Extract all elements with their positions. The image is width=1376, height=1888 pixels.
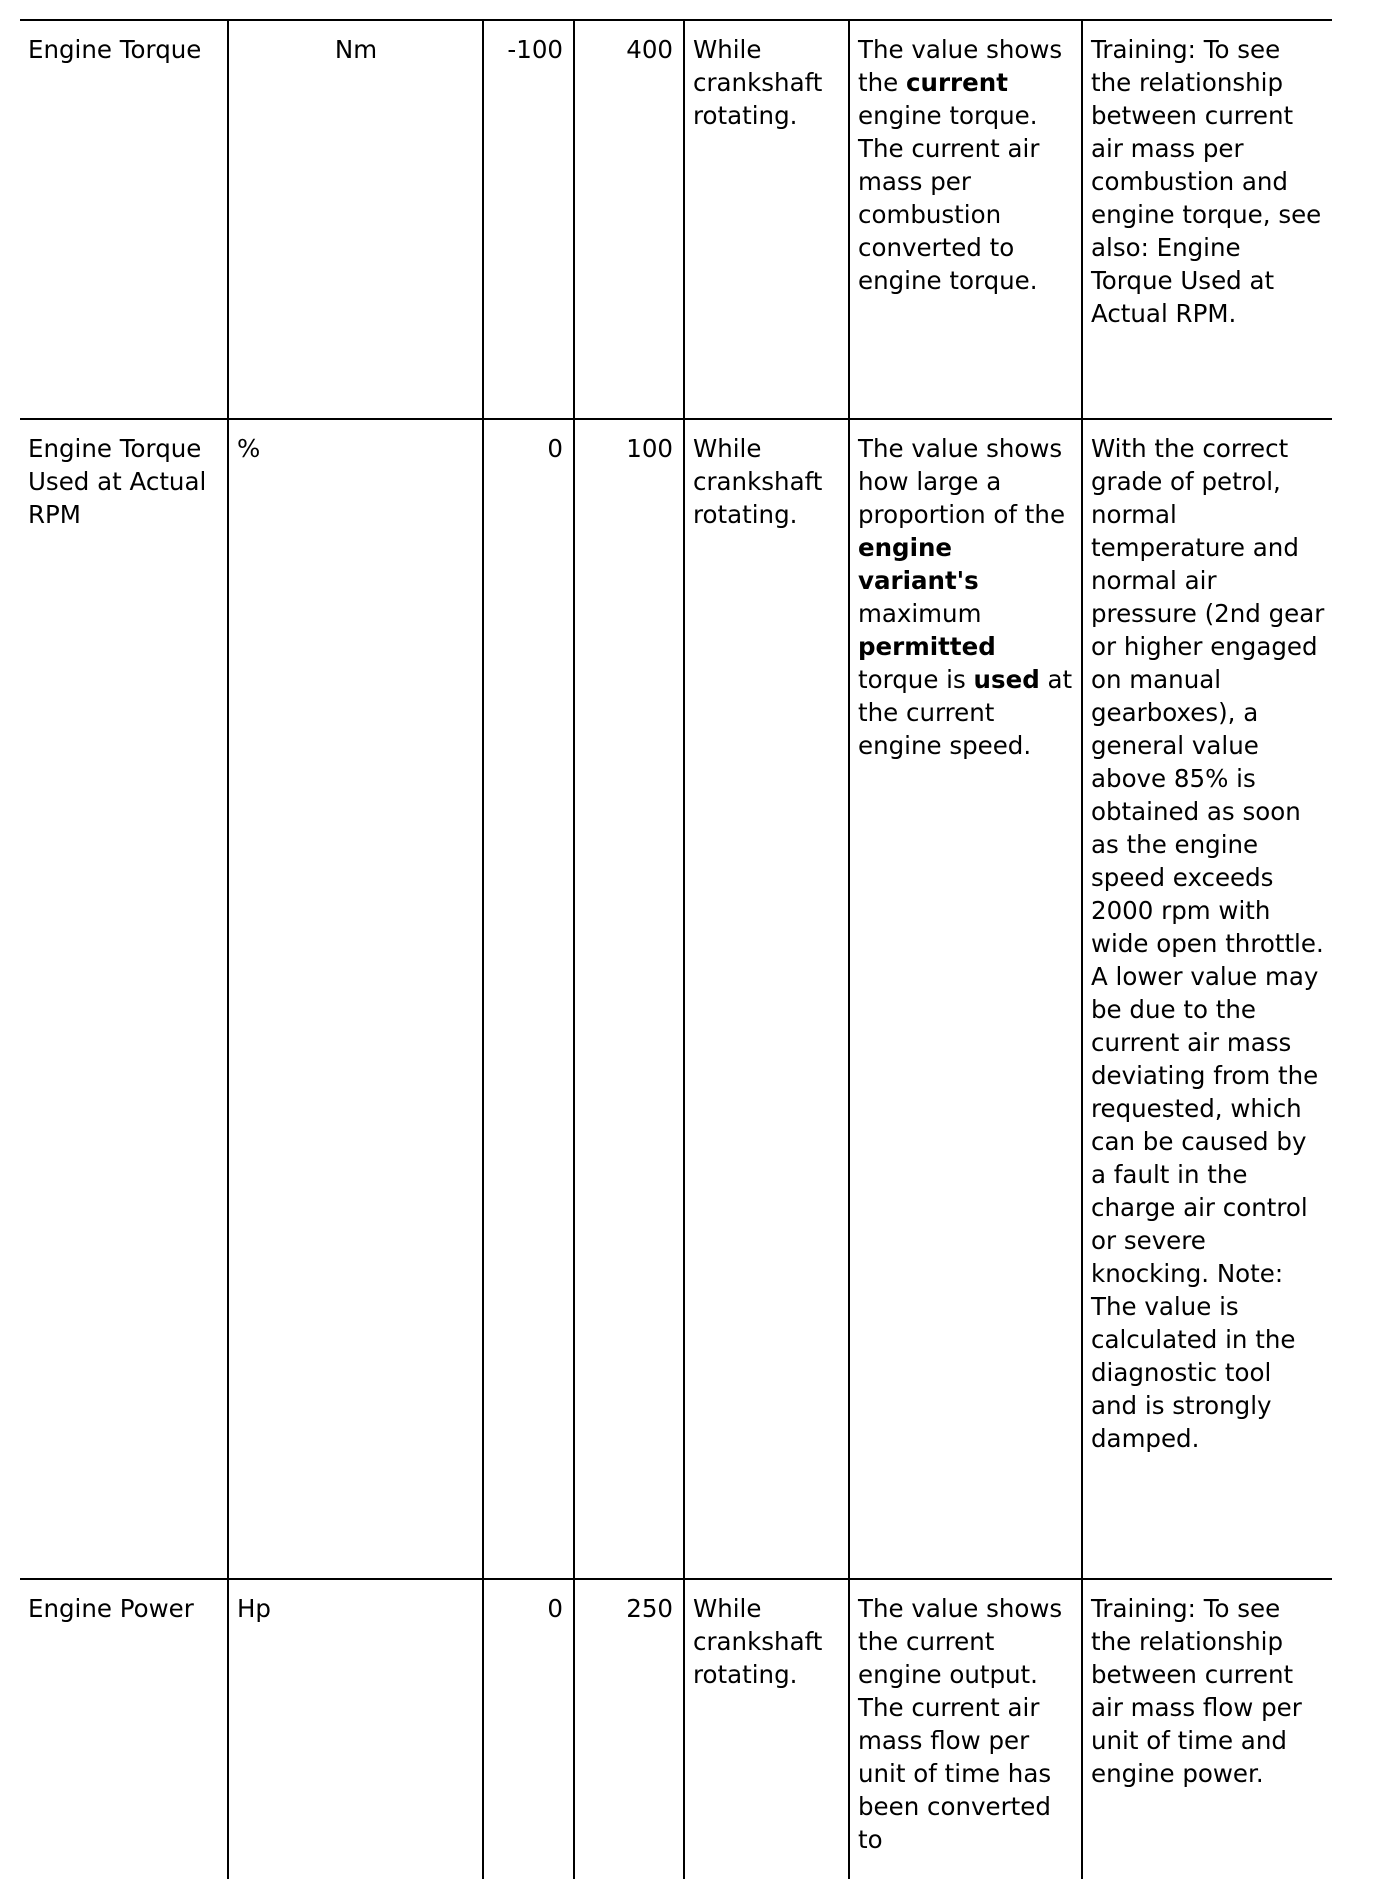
description-text: engine torque. The current air mass per combustion converted to engine torque. xyxy=(858,101,1040,295)
parameter-table xyxy=(20,19,1332,1879)
table-row xyxy=(20,1579,1332,1879)
description-text: torque is xyxy=(858,665,974,694)
parameter-note: Training: To see the relationship between current air mass per combustion and engine torque, see also: Engine Torque Used at Actual RPM. xyxy=(1082,20,1332,419)
parameter-description xyxy=(849,419,1082,1579)
parameter-max: 400 xyxy=(574,20,684,419)
parameter-min: -100 xyxy=(483,20,574,419)
parameter-condition: While crankshaft rotating. xyxy=(684,1579,849,1879)
parameter-description xyxy=(849,20,1082,419)
parameter-unit: % xyxy=(228,419,483,1579)
description-emphasis: engine variant's xyxy=(858,533,979,595)
parameter-description xyxy=(849,1579,1082,1879)
parameter-note: With the correct grade of petrol, normal temperature and normal air pressure (2nd gear or higher engaged on manual gearboxes), a general value above 85% is obtained as soon as the engine speed exceeds 2000 rpm with wide open throttle. A lower value may be due to the current air mass deviating from the requested, which can be caused by a fault in the charge air control or severe knocking. Note: The value is calculated in the diagnostic tool and is strongly damped. xyxy=(1082,419,1332,1579)
description-emphasis: permitted xyxy=(858,632,996,661)
description-text: The value shows the current engine output. The current air mass flow per unit of time has been converted to xyxy=(858,1594,1063,1854)
parameter-min: 0 xyxy=(483,419,574,1579)
description-text: at the current engine speed. xyxy=(858,665,1073,760)
parameter-min: 0 xyxy=(483,1579,574,1879)
parameter-condition: While crankshaft rotating. xyxy=(684,20,849,419)
parameter-note: Training: To see the relationship between current air mass flow per unit of time and engine power. xyxy=(1082,1579,1332,1879)
description-emphasis: used xyxy=(973,665,1040,694)
parameter-name: Engine Torque xyxy=(20,20,228,419)
parameter-name: Engine Power xyxy=(20,1579,228,1879)
parameter-name: Engine Torque Used at Actual RPM xyxy=(20,419,228,1579)
description-text: The value shows the xyxy=(858,35,1063,97)
table-row xyxy=(20,419,1332,1579)
description-text: The value shows how large a proportion of the xyxy=(858,434,1066,529)
table-row xyxy=(20,20,1332,419)
description-text: maximum xyxy=(858,599,982,628)
parameter-unit: Hp xyxy=(228,1579,483,1879)
parameter-unit: Nm xyxy=(228,20,483,419)
parameter-max: 250 xyxy=(574,1579,684,1879)
parameter-max: 100 xyxy=(574,419,684,1579)
description-emphasis: current xyxy=(906,68,1008,97)
parameter-condition: While crankshaft rotating. xyxy=(684,419,849,1579)
